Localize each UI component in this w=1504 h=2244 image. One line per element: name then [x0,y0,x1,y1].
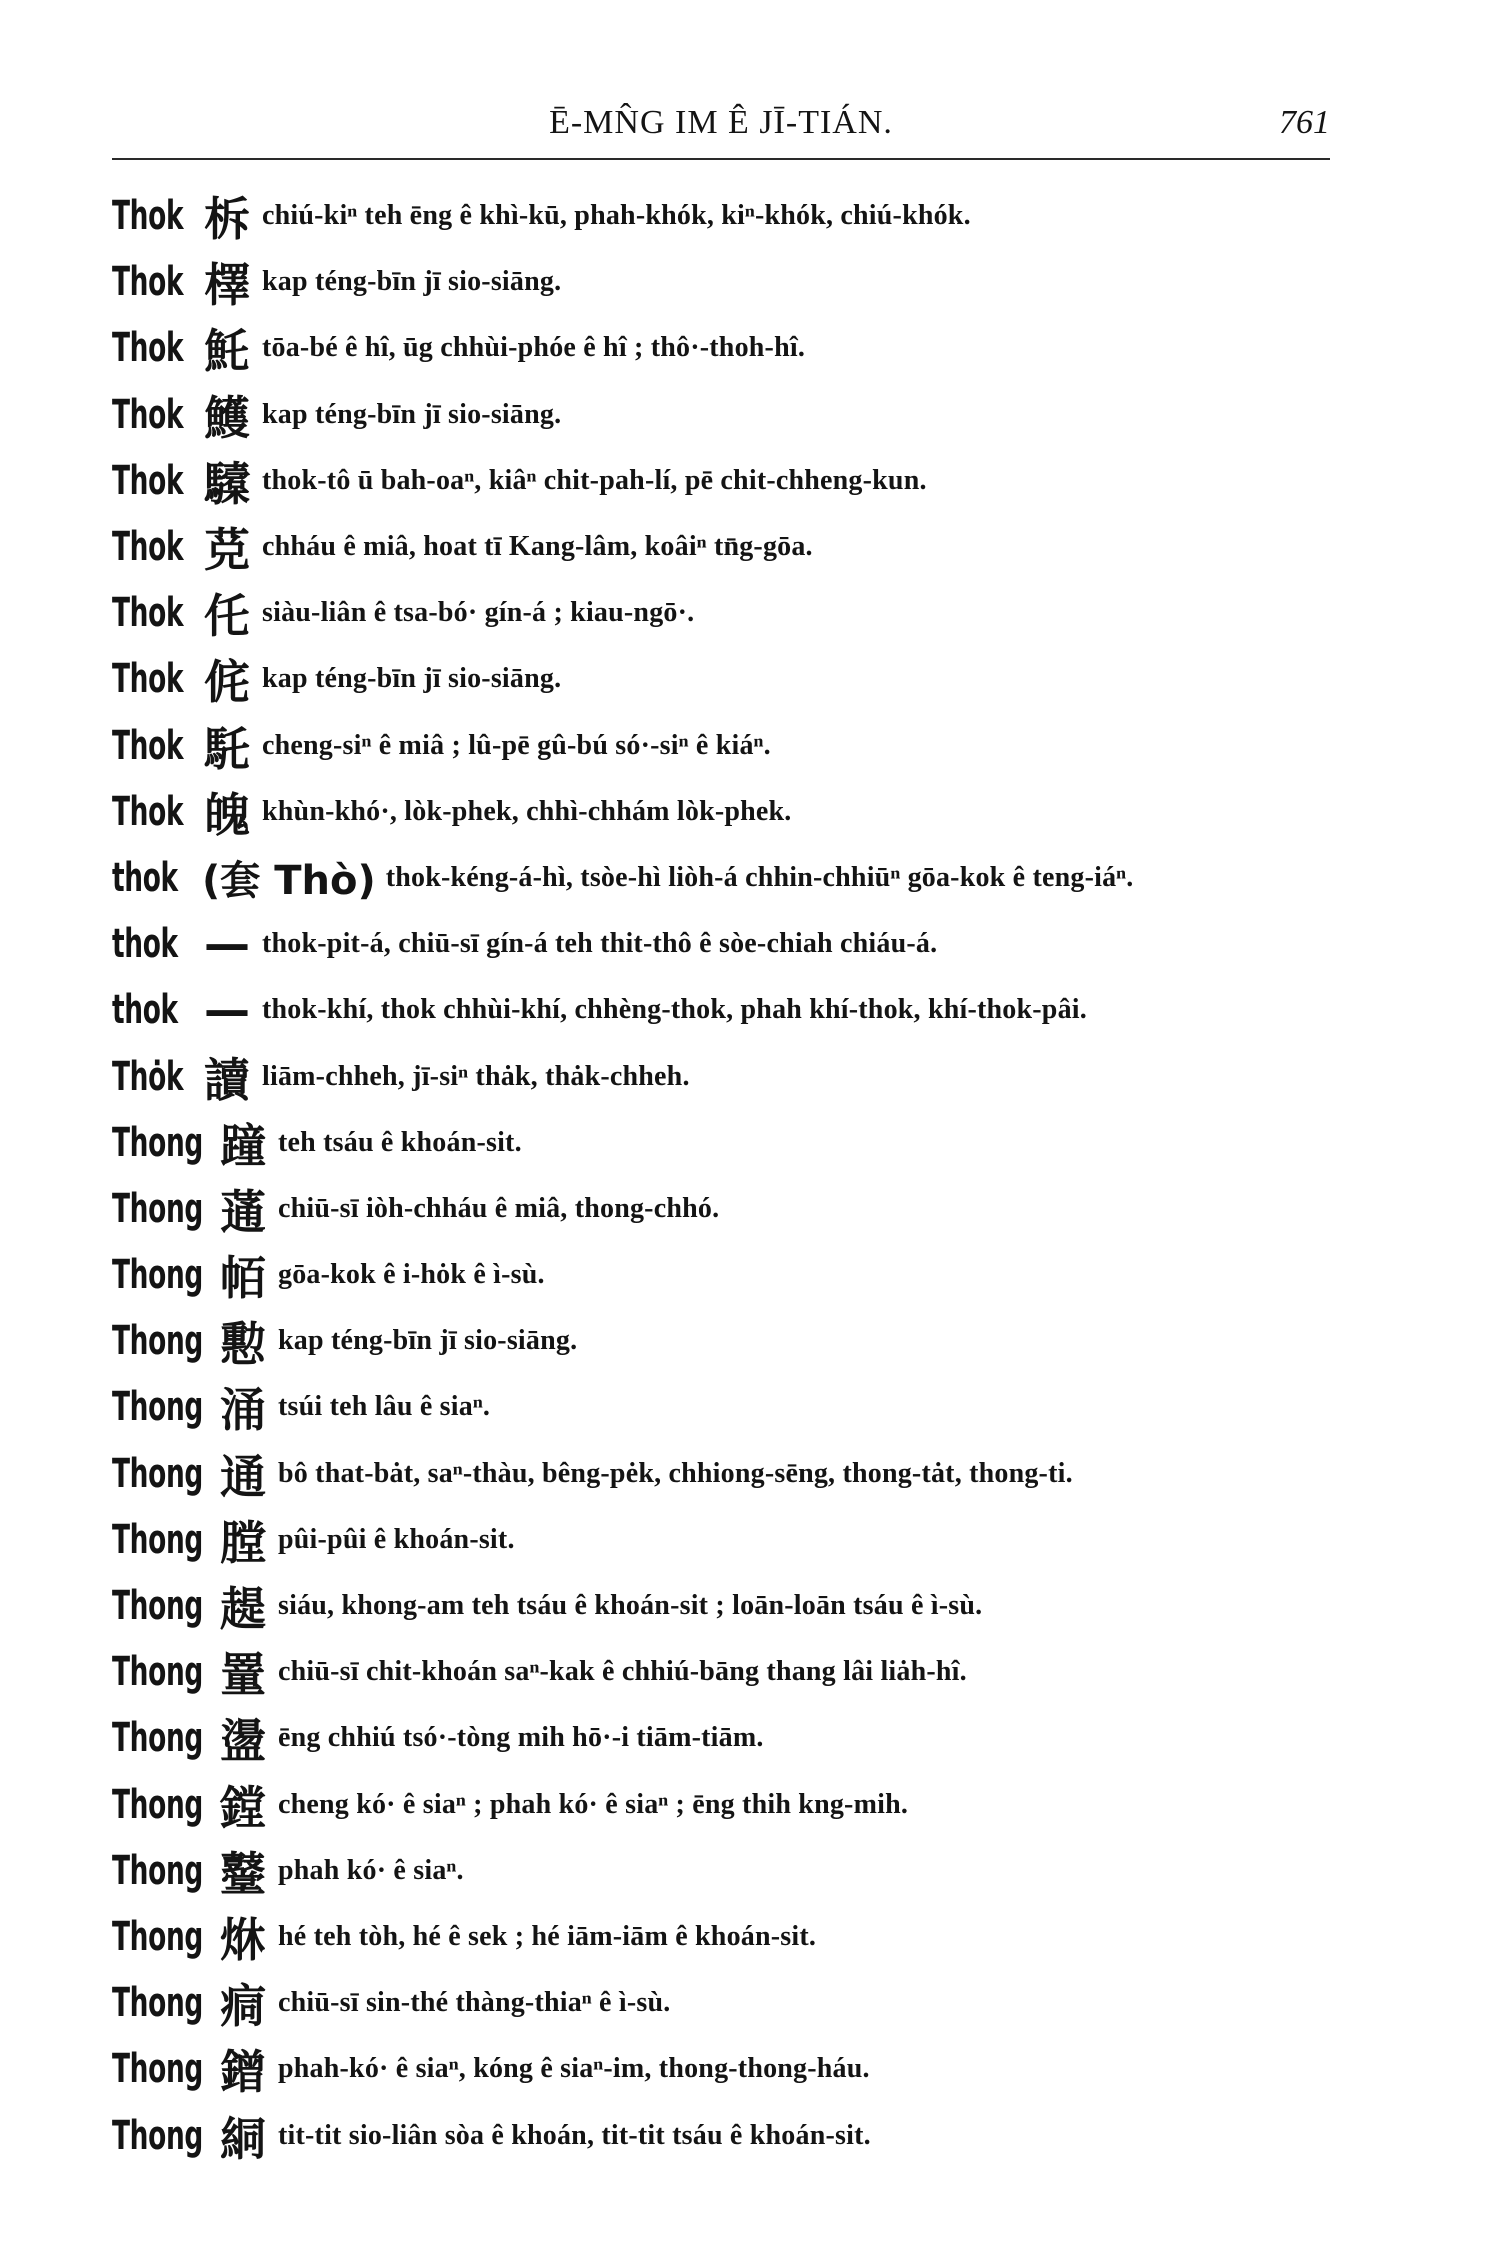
dictionary-entry [112,646,1372,712]
entry-character: 憅 [220,1317,266,1372]
entry-character: 帞 [220,1251,266,1306]
entry-romanization: Thong [112,1583,203,1630]
entry-romanization: Thong [112,1781,203,1828]
running-title: Ē-MN̂G IM Ê JĪ-TIÁN. [549,104,893,141]
dictionary-entry [112,580,1372,646]
entry-romanization: Thong [112,1185,203,1232]
entry-definition: thok-khí, thok chhùi-khí, chhèng-thok, phah khí-thok, khí-thok-pâi. [262,994,1087,1026]
dictionary-entry [112,713,1372,779]
entry-romanization: Thok [112,788,184,835]
entry-character: 魠 [204,324,250,379]
entry-definition: tit-tit sio-liân sòa ê khoán, tit-tit tsáu ê khoán-sit. [278,2119,871,2151]
entry-definition: tōa-bé ê hî, ūg chhùi-phóe ê hî ; thô·-thoh-hî. [262,332,806,364]
entry-definition: cheng-siⁿ ê miâ ; lû-pē gû-bú só·-siⁿ ê kiáⁿ. [262,729,771,761]
entry-definition: teh tsáu ê khoán-sit. [278,1126,522,1158]
entry-definition: ēng chhiú tsó·-tòng mih hō·-i tiām-tiām. [278,1722,764,1754]
entry-character: 馲 [204,721,250,776]
dictionary-entry [112,1838,1372,1904]
entry-definition: siàu-liân ê tsa-bó· gín-á ; kiau-ngō·. [262,597,695,629]
entry-character: 蓪 [220,1184,266,1239]
dictionary-entry [112,1110,1372,1176]
entry-romanization: Thok [112,391,184,438]
entry-definition: thok-kéng-á-hì, tsòe-hì liòh-á chhin-chhiūⁿ gōa-kok ê teng-iáⁿ. [385,861,1134,893]
entry-character: 檡 [204,258,250,313]
dictionary-entry [112,1374,1372,1440]
entry-definition: chháu ê miâ, hoat tī Kang-lâm, koâiⁿ tn̄g-gōa. [262,531,813,563]
entry-definition: thok-pit-á, chiū-sī gín-á teh thit-thô ê sòe-chiah chiáu-á. [262,928,938,960]
entry-character: 蹱 [220,1118,266,1173]
entry-list [112,183,1372,2169]
dictionary-entry [112,315,1372,381]
dictionary-entry [112,382,1372,448]
dictionary-entry [112,911,1372,977]
dictionary-entry [112,1441,1372,1507]
header-rule [112,158,1330,160]
entry-character: 鼞 [220,1846,266,1901]
entry-romanization: Thok [112,656,184,703]
entry-romanization: Thong [112,2046,203,2093]
dictionary-entry [112,249,1372,315]
dictionary-entry [112,779,1372,845]
entry-character: 烌 [220,1912,266,1967]
entry-romanization: Thong [112,1384,203,1431]
dictionary-entry [112,448,1372,514]
entry-romanization: Thok [112,524,184,571]
dictionary-entry [112,1308,1372,1374]
entry-character: 驝 [204,456,250,511]
entry-romanization: Thong [112,1119,203,1166]
entry-character: 趧 [220,1582,266,1637]
entry-romanization: Thong [112,2112,203,2159]
entry-definition: phah-kó· ê siaⁿ, kóng ê siaⁿ-im, thong-thong-háu. [278,2053,870,2085]
dictionary-entry [112,1639,1372,1705]
dictionary-entry [112,514,1372,580]
entry-definition: chiú-kiⁿ teh ēng ê khì-kū, phah-khók, kiⁿ-khók, chiú-khók. [262,200,971,232]
entry-romanization: Thȯk [112,1053,184,1100]
entry-definition: gōa-kok ê i-hȯk ê ì-sù. [278,1259,545,1291]
dictionary-entry [112,1904,1372,1970]
entry-character: 鏳 [220,2045,266,2100]
dictionary-entry [112,1507,1372,1573]
entry-cross-reference: (套 Thò) [202,858,376,905]
entry-definition: kap téng-bīn jī sio-siāng. [262,663,562,695]
entry-definition: cheng kó· ê siaⁿ ; phah kó· ê siaⁿ ; ēng thih kng-mih. [278,1788,909,1820]
entry-romanization: Thok [112,457,184,504]
dictionary-entry [112,1970,1372,2036]
entry-character: 通 [220,1449,266,1504]
entry-character: 侂 [204,655,250,710]
entry-character: 魄 [204,787,250,842]
entry-character: 絧 [220,2111,266,2166]
entry-character: 莌 [204,523,250,578]
entry-romanization: Thong [112,1450,203,1497]
entry-romanization: Thong [112,1847,203,1894]
entry-character: 盪 [220,1714,266,1769]
page-header [112,104,1330,148]
entry-definition: phah kó· ê siaⁿ. [278,1854,464,1886]
entry-romanization: Thong [112,1252,203,1299]
entry-character: 痌 [220,1979,266,2034]
entry-romanization: Thok [112,259,184,306]
page-number: 761 [1279,104,1330,141]
dictionary-entry [112,1043,1372,1109]
entry-character: 鱯 [204,390,250,445]
dictionary-entry [112,1176,1372,1242]
entry-definition: chiū-sī sin-thé thàng-thiaⁿ ê ì-sù. [278,1987,671,2019]
entry-romanization: thok [112,921,178,968]
entry-dash: — [204,917,250,972]
entry-definition: kap téng-bīn jī sio-siāng. [278,1325,578,1357]
dictionary-entry [112,2102,1372,2168]
entry-definition: hé teh tòh, hé ê sek ; hé iām-iām ê khoán-sit. [278,1920,817,1952]
entry-definition: tsúi teh lâu ê siaⁿ. [278,1391,491,1423]
entry-character: 膛 [220,1515,266,1570]
entry-romanization: Thong [112,1318,203,1365]
entry-definition: bô that-bȧt, saⁿ-thàu, bêng-pėk, chhiong-sēng, thong-tȧt, thong-ti. [278,1457,1073,1489]
entry-dash: — [204,983,250,1038]
entry-definition: khùn-khó·, lòk-phek, chhì-chhám lòk-phek. [262,795,792,827]
entry-definition: liām-chheh, jī-siⁿ thȧk, thȧk-chheh. [262,1060,690,1092]
entry-romanization: thok [112,854,178,901]
dictionary-entry [112,183,1372,249]
entry-character: 罿 [220,1648,266,1703]
entry-definition: thok-tô ū bah-oaⁿ, kiâⁿ chit-pah-lí, pē chit-chheng-kun. [262,464,927,496]
entry-romanization: Thong [112,1980,203,2027]
entry-romanization: thok [112,987,178,1034]
entry-character: 涌 [220,1383,266,1438]
entry-romanization: Thong [112,1516,203,1563]
entry-definition: chiū-sī chit-khoán saⁿ-kak ê chhiú-bāng thang lâi liȧh-hî. [278,1656,967,1688]
entry-definition: pûi-pûi ê khoán-sit. [278,1523,515,1555]
dictionary-entry [112,1705,1372,1771]
entry-definition: siáu, khong-am teh tsáu ê khoán-sit ; loān-loān tsáu ê ì-sù. [278,1590,983,1622]
dictionary-entry [112,845,1372,911]
entry-character: 柝 [204,192,250,247]
entry-definition: kap téng-bīn jī sio-siāng. [262,398,562,430]
entry-romanization: Thong [112,1913,203,1960]
dictionary-entry [112,977,1372,1043]
dictionary-entry [112,1772,1372,1838]
dictionary-entry [112,1242,1372,1308]
entry-definition: chiū-sī iòh-chháu ê miâ, thong-chhó. [278,1192,720,1224]
entry-romanization: Thong [112,1649,203,1696]
entry-character: 讀 [204,1052,250,1107]
entry-romanization: Thok [112,722,184,769]
entry-character: 鏜 [220,1780,266,1835]
dictionary-entry [112,1573,1372,1639]
entry-romanization: Thok [112,325,184,372]
entry-definition: kap téng-bīn jī sio-siāng. [262,266,562,298]
entry-character: 仛 [204,589,250,644]
dictionary-entry [112,2036,1372,2102]
entry-romanization: Thok [112,193,184,240]
entry-romanization: Thok [112,590,184,637]
entry-romanization: Thong [112,1715,203,1762]
